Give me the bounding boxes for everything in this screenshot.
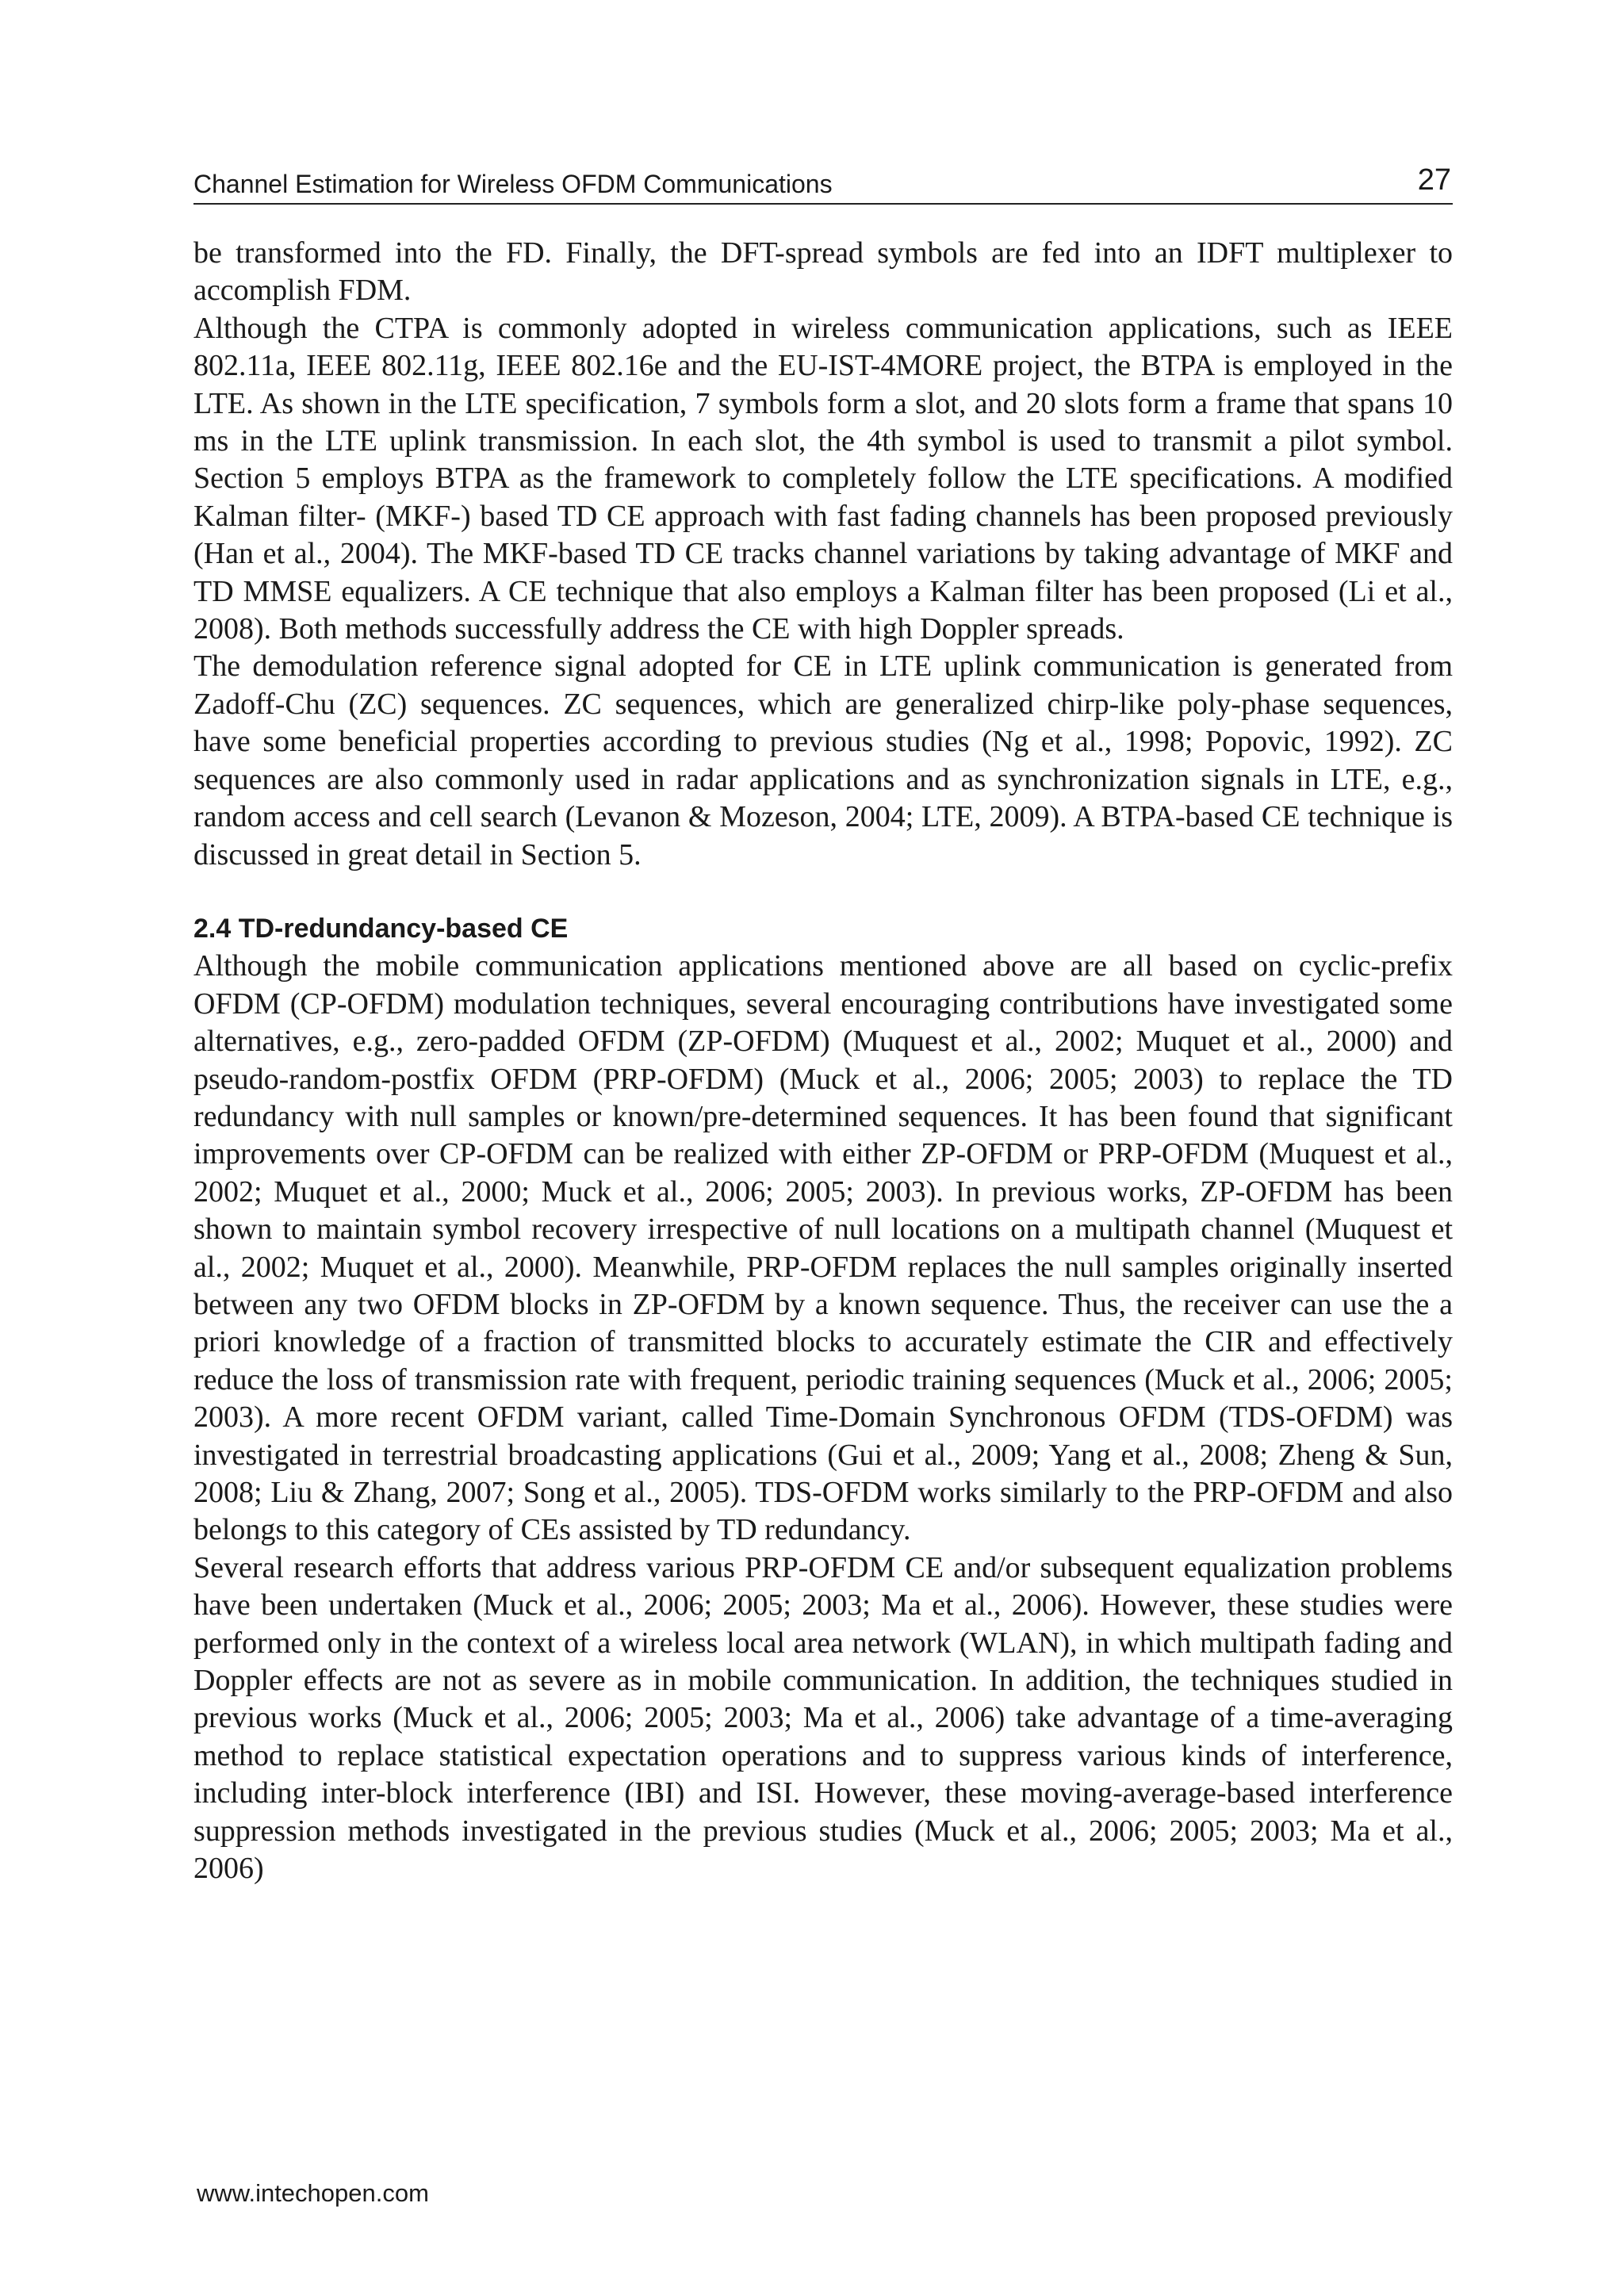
footer-url: www.intechopen.com [197,2179,429,2207]
paragraph-zadoff-chu: The demodulation reference signal adopted for CE in LTE uplink communication is generated from Zadoff-Chu (ZC) sequences. ZC sequences, which are generalized chirp-like poly-phase sequences, have some beneficial properties according to previous studies (Ng et al., 1998; Popovic, 1992). ZC sequences are also commonly used in radar applications and as synchronization signals in LTE, e.g., random access and cell search (Levanon & Mozeson, 2004; LTE, 2009). A BTPA-based CE technique is discussed in great detail in Section 5. [193,649,1453,872]
paragraph-fd-transform: be transformed into the FD. Finally, the DFT-spread symbols are fed into an IDFT multiplexer to accomplish FDM. [193,236,1453,308]
page-number: 27 [1417,163,1451,197]
paragraph-td-redundancy-intro: Although the mobile communication applications mentioned above are all based on cyclic-prefix OFDM (CP-OFDM) modulation techniques, several encouraging contributions have investigated some alternatives, e.g., zero-padded OFDM (ZP-OFDM) (Muquest et al., 2002; Muquet et al., 2000) and pseudo-random-postfix OFDM (PRP-OFDM) (Muck et al., 2006; 2005; 2003) to replace the TD redundancy with null samples or known/pre-determined sequences. It has been found that significant improvements over CP-OFDM can be realized with either ZP-OFDM or PRP-OFDM (Muquest et al., 2002; Muquet et al., 2000; Muck et al., 2006; 2005; 2003). In previous works, ZP-OFDM has been shown to maintain symbol recovery irrespective of null locations on a multipath channel (Muquest et al., 2002; Muquet et al., 2000). Meanwhile, PRP-OFDM replaces the null samples originally inserted between any two OFDM blocks in ZP-OFDM by a known sequence. Thus, the receiver can use the a priori knowledge of a fraction of transmitted blocks to accurately estimate the CIR and effectively reduce the loss of transmission rate with frequent, periodic training sequences (Muck et al., 2006; 2005; 2003). A more recent OFDM variant, called Time-Domain Synchronous OFDM (TDS-OFDM) was investigated in terrestrial broadcasting applications (Gui et al., 2009; Yang et al., 2008; Zheng & Sun, 2008; Liu & Zhang, 2007; Song et al., 2005). TDS-OFDM works similarly to the PRP-OFDM and also belongs to this category of CEs assisted by TD redundancy. [193,949,1453,1547]
running-header [193,162,1453,205]
paragraph-prp-ofdm-research: Several research efforts that address various PRP-OFDM CE and/or subsequent equalization problems have been undertaken (Muck et al., 2006; 2005; 2003; Ma et al., 2006). However, these studies were performed only in the context of a wireless local area network (WLAN), in which multipath fading and Doppler effects are not as severe as in mobile communication. In addition, the techniques studied in previous works (Muck et al., 2006; 2005; 2003; Ma et al., 2006) take advantage of a time-averaging method to replace statistical expectation operations and to suppress various kinds of interference, including inter-block interference (IBI) and ISI. However, these moving-average-based interference suppression methods investigated in the previous studies (Muck et al., 2006; 2005; 2003; Ma et al., 2006) [193,1550,1453,1886]
page-body [193,235,1453,1887]
running-header-title: Channel Estimation for Wireless OFDM Communications [193,170,833,198]
section-heading-2-4: 2.4 TD-redundancy-based CE [193,913,569,944]
paragraph-ctpa-btpa: Although the CTPA is commonly adopted in wireless communication applications, such as IEEE 802.11a, IEEE 802.11g, IEEE 802.16e and the EU-IST-4MORE project, the BTPA is employed in the LTE. As shown in the LTE specification, 7 symbols form a slot, and 20 slots form a frame that spans 10 ms in the LTE uplink transmission. In each slot, the 4th symbol is used to transmit a pilot symbol. Section 5 employs BTPA as the framework to completely follow the LTE specifications. A modified Kalman filter- (MKF-) based TD CE approach with fast fading channels has been proposed previously (Han et al., 2004). The MKF-based TD CE tracks channel variations by taking advantage of MKF and TD MMSE equalizers. A CE technique that also employs a Kalman filter has been proposed (Li et al., 2008). Both methods successfully address the CE with high Doppler spreads. [193,311,1453,646]
